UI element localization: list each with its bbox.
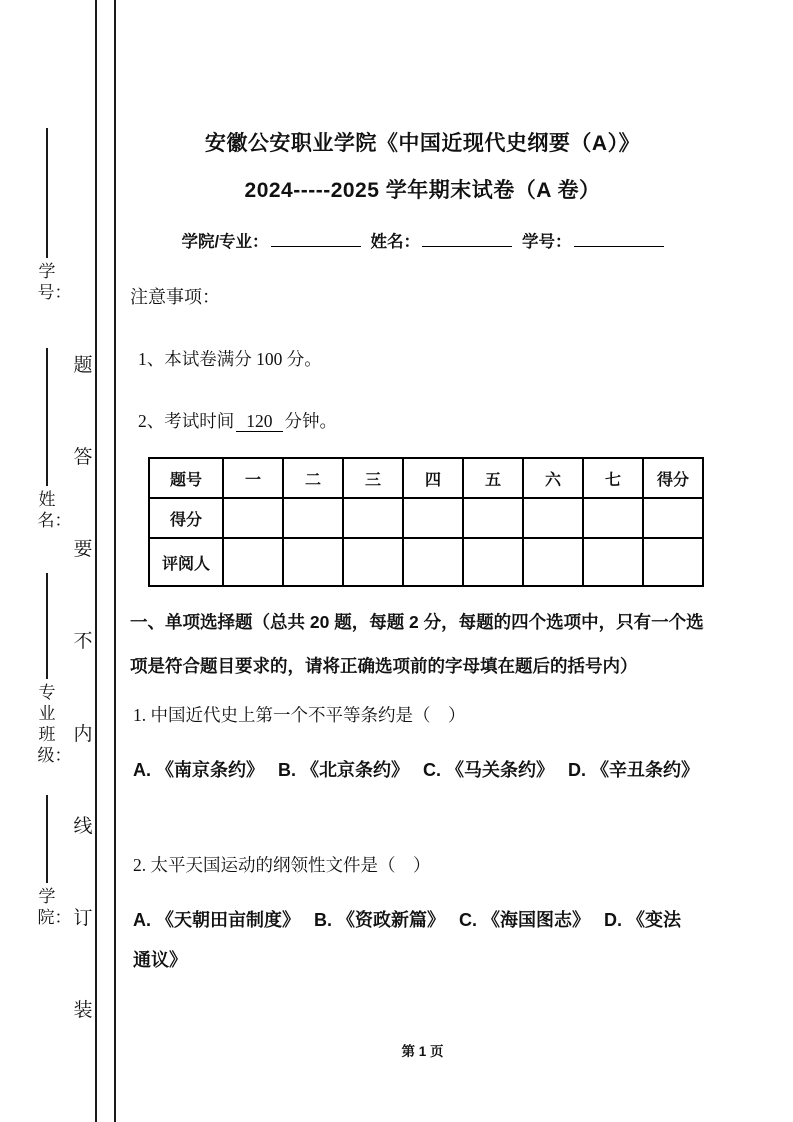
student-no-label: 学号： — [522, 233, 572, 251]
question-1-options: A. 《南京条约》 B. 《北京条约》 C. 《马关条约》 D. 《辛丑条约》 — [133, 760, 700, 780]
exam-title-line1: 安徽公安职业学院《中国近现代史纲要（A）》 — [204, 132, 641, 155]
score-table-header-cell: 得分 — [643, 458, 703, 498]
score-table-header-cell: 六 — [523, 458, 583, 498]
score-table — [148, 457, 704, 587]
score-table-score-row — [149, 498, 703, 538]
seal-char: 内 — [73, 723, 93, 745]
name-blank — [422, 231, 512, 247]
binding-field-name-blank — [46, 348, 47, 486]
score-cell-empty — [403, 498, 463, 538]
student-no-blank — [574, 231, 664, 247]
seal-char: 装 — [73, 999, 93, 1021]
binding-field-name-label: 姓名： — [37, 490, 72, 530]
seal-char: 答 — [73, 447, 93, 469]
page-number: 第 1 页 — [401, 1044, 444, 1059]
question-1-text: 1. 中国近代史上第一个不平等条约是（ ） — [133, 705, 466, 725]
notice-heading: 注意事项： — [130, 287, 220, 307]
reviewer-cell-empty — [403, 538, 463, 586]
notice-item-2-duration: 120 — [236, 411, 282, 432]
binding-field-major-class — [36, 573, 72, 766]
binding-field-college-blank — [46, 795, 47, 883]
score-cell-empty — [343, 498, 403, 538]
seal-char: 要 — [73, 539, 93, 561]
score-table-header-cell: 一 — [223, 458, 283, 498]
score-cell-empty — [283, 498, 343, 538]
binding-line-inner — [95, 0, 97, 1122]
reviewer-cell-empty — [523, 538, 583, 586]
seal-text-vertical — [71, 350, 95, 1022]
binding-field-name — [36, 348, 72, 531]
binding-field-student-no — [36, 128, 72, 303]
name-label: 姓名： — [370, 233, 421, 251]
score-table-header-cell: 四 — [403, 458, 463, 498]
reviewer-cell-empty — [463, 538, 523, 586]
score-cell-empty — [523, 498, 583, 538]
reviewer-cell-empty — [583, 538, 643, 586]
question-2-text: 2. 太平天国运动的纲领性文件是（ ） — [133, 855, 431, 875]
seal-char: 不 — [73, 631, 93, 653]
notice-item-1: 1、本试卷满分 100 分。 — [138, 349, 322, 369]
score-table-reviewer-row — [149, 538, 703, 586]
binding-field-student-no-blank — [46, 128, 47, 258]
college-major-blank — [271, 231, 361, 247]
seal-char: 题 — [73, 355, 93, 376]
section-one-heading: 一、单项选择题（总共 20 题，每题 2 分，每题的四个选项中，只有一个选项是符合题目要求的，请将正确选项前的字母填在题后的括号内） — [130, 612, 704, 676]
score-table-header-cell: 五 — [463, 458, 523, 498]
score-cell-empty — [643, 498, 703, 538]
binding-field-major-class-label: 专业班级： — [37, 683, 72, 765]
seal-char: 订 — [73, 907, 93, 929]
binding-line-outer — [114, 0, 116, 1122]
score-table-header-row — [149, 458, 703, 498]
notice-item-2-suffix: 分钟。 — [284, 411, 337, 431]
score-table-header-cell: 三 — [343, 458, 403, 498]
reviewer-cell-empty — [343, 538, 403, 586]
student-info-line — [130, 228, 715, 252]
reviewer-cell-empty — [223, 538, 283, 586]
score-cell-empty — [223, 498, 283, 538]
notice-item-2-prefix: 2、考试时间 — [138, 411, 235, 431]
reviewer-cell-empty — [643, 538, 703, 586]
college-major-label: 学院/专业： — [181, 233, 269, 251]
reviewer-row-label: 评阅人 — [149, 538, 223, 586]
question-2-options: A. 《天朝田亩制度》 B. 《资政新篇》 C. 《海国图志》 D. 《变法通议》 — [133, 910, 682, 970]
notice-item-2 — [138, 408, 723, 433]
score-row-label: 得分 — [149, 498, 223, 538]
score-cell-empty — [463, 498, 523, 538]
score-cell-empty — [583, 498, 643, 538]
score-table-header-cell: 题号 — [149, 458, 223, 498]
binding-field-college — [36, 795, 72, 928]
score-table-header-cell: 七 — [583, 458, 643, 498]
binding-field-college-label: 学院： — [37, 887, 72, 927]
seal-char: 线 — [73, 815, 93, 837]
exam-title-line2: 2024-----2025 学年期末试卷（A 卷） — [244, 179, 601, 202]
binding-field-student-no-label: 学号： — [37, 262, 72, 302]
reviewer-cell-empty — [283, 538, 343, 586]
binding-field-major-class-blank — [46, 573, 47, 679]
score-table-header-cell: 二 — [283, 458, 343, 498]
